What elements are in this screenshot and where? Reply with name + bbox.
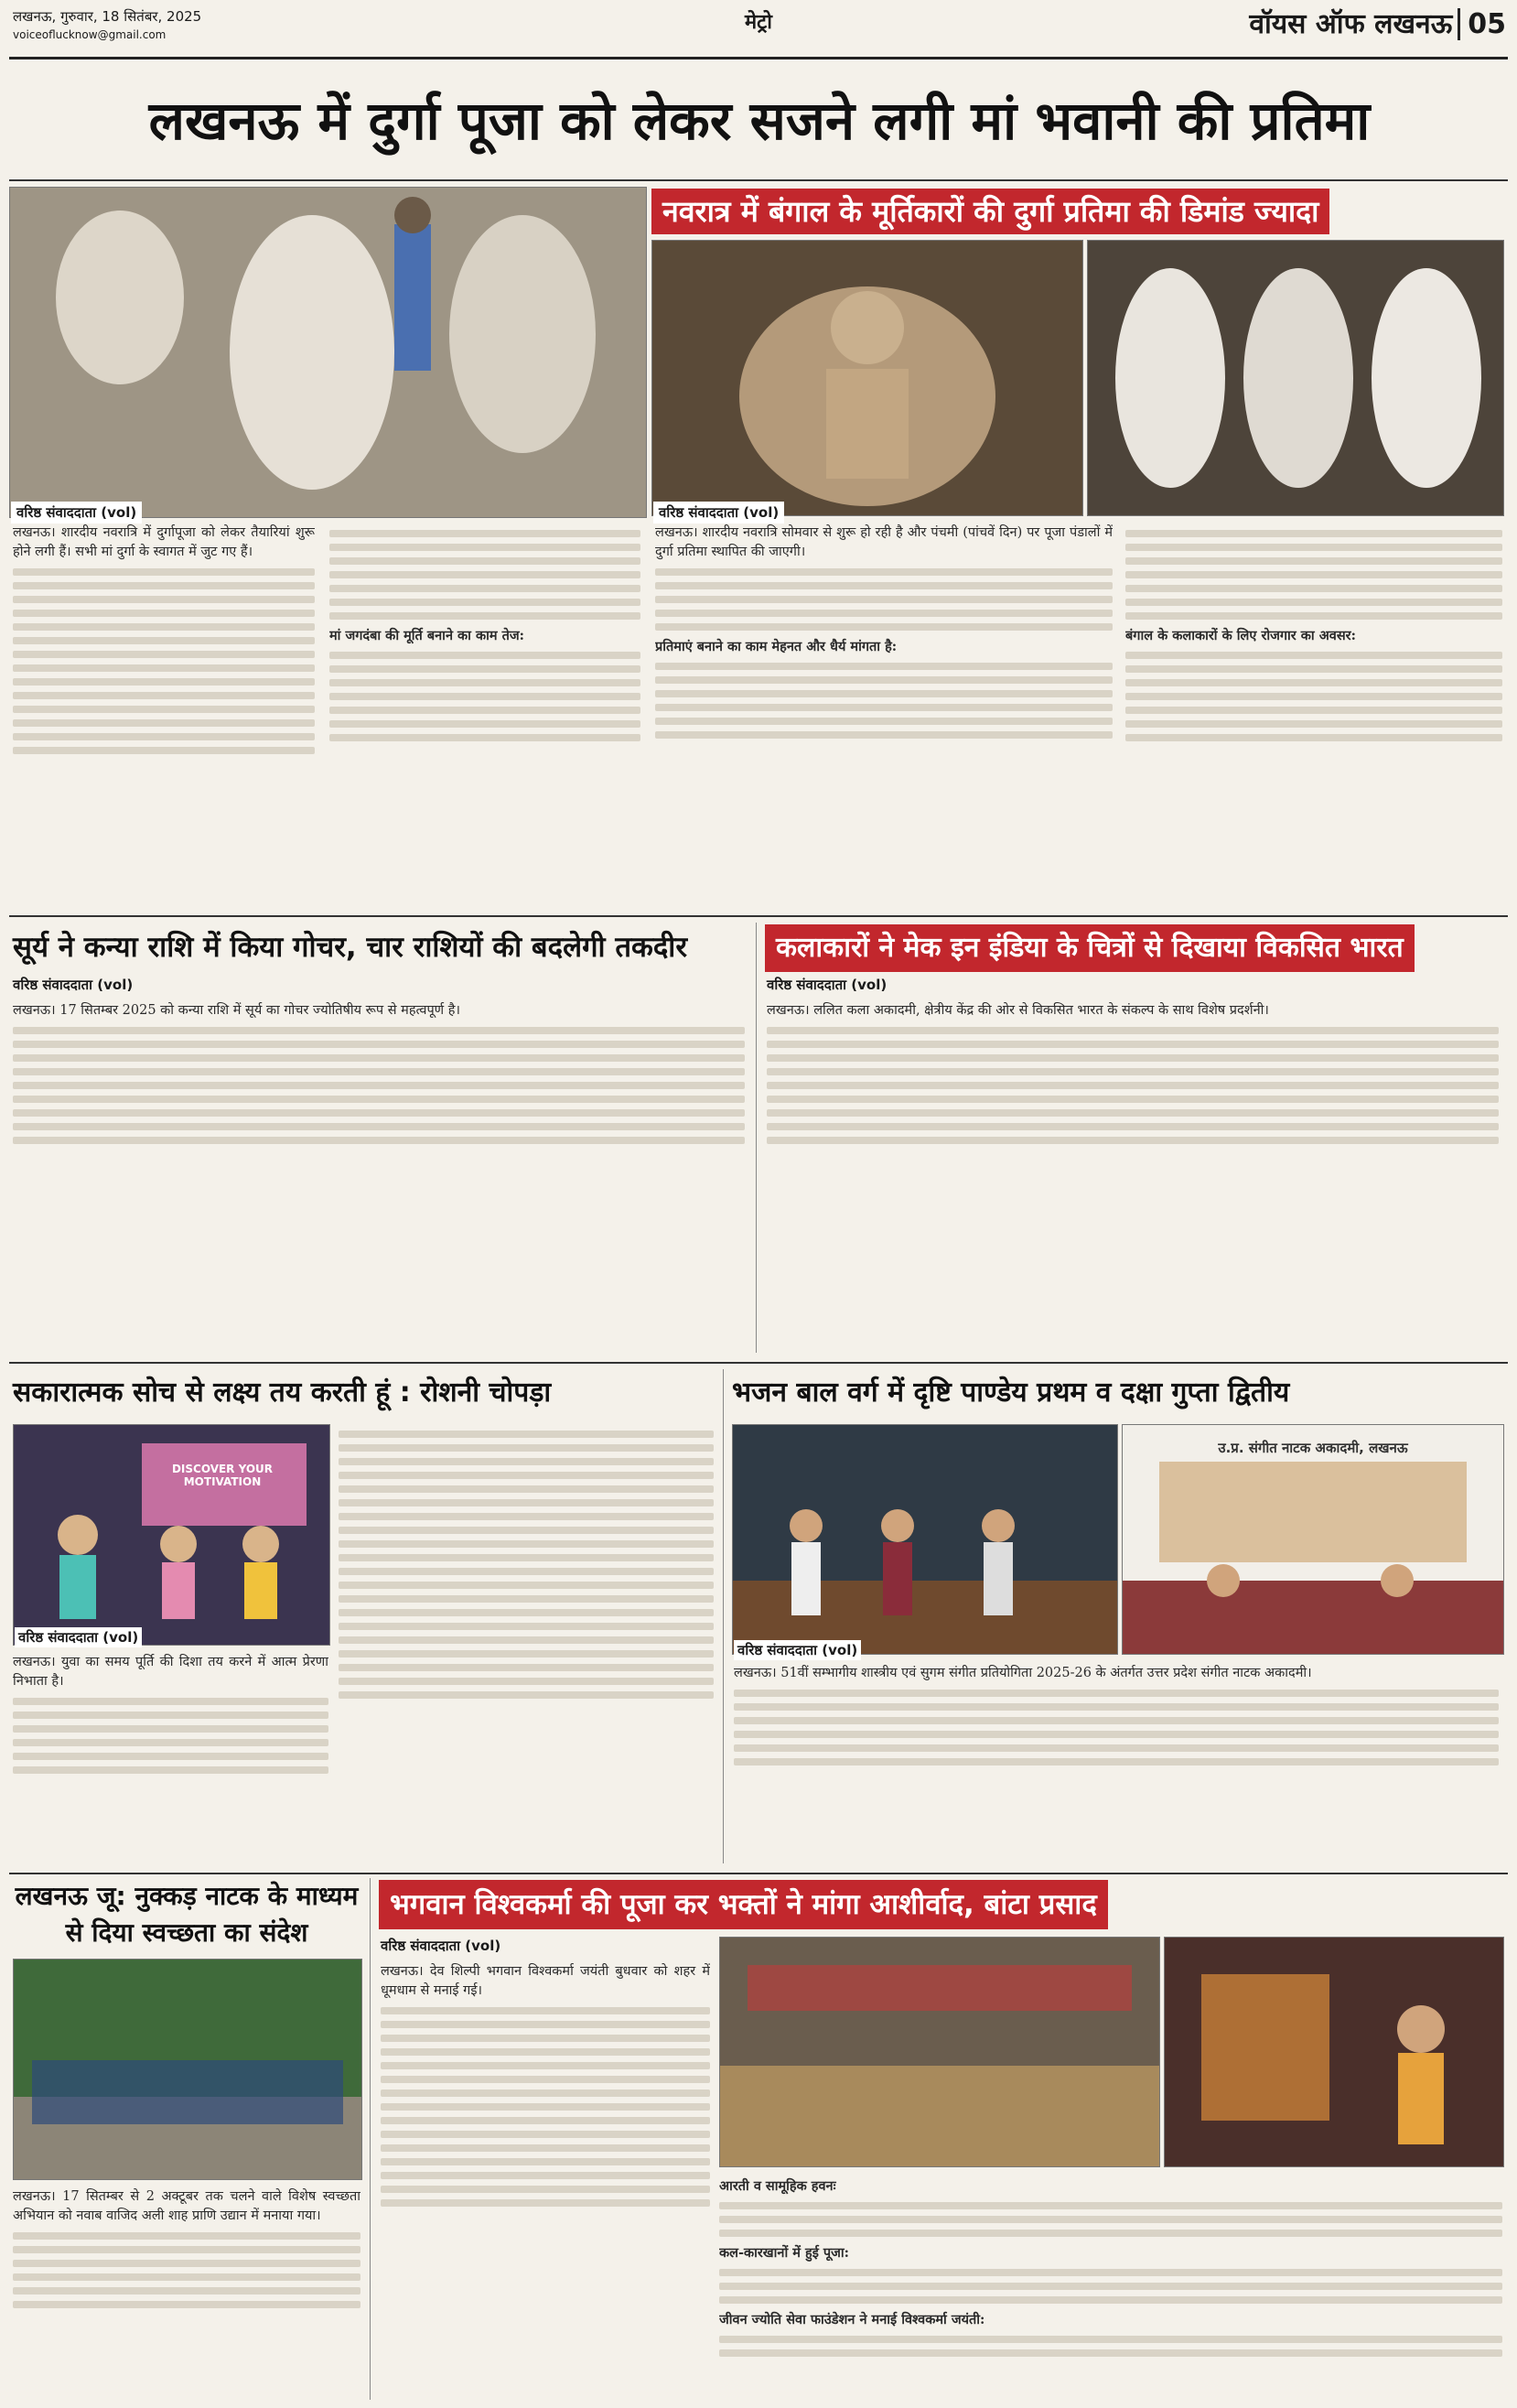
lamp-lighting-photo xyxy=(732,1424,1118,1655)
paper-name: वॉयस ऑफ लखनऊ xyxy=(1249,8,1453,40)
column-divider xyxy=(756,923,757,1353)
masthead-rule xyxy=(9,57,1508,59)
photo-byline-mid: वरिष्ठ संवाददाता (vol) xyxy=(653,502,784,524)
section-rule-1 xyxy=(9,915,1508,917)
idol-making-photo xyxy=(9,187,647,518)
zoo-rally-photo xyxy=(13,1959,362,2180)
roshni-text: लखनऊ। युवा का समय पूर्ति की दिशा तय करने में आत्म प्रेरणा निभाता है। xyxy=(13,1655,328,1689)
headline-rule xyxy=(9,179,1508,181)
column-divider-2 xyxy=(723,1369,724,1863)
sub-headline: नवरात्र में बंगाल के मूर्तिकारों की दुर्गा प्रतिमा की डिमांड ज्यादा xyxy=(651,189,1329,234)
vishwakarma-byline: वरिष्ठ संवाददाता (vol) xyxy=(381,1938,501,1954)
stage-banner: DISCOVER YOUR MOTIVATION xyxy=(171,1463,274,1488)
puja-gathering-photo xyxy=(719,1937,1160,2167)
photo-byline: वरिष्ठ संवाददाता (vol) xyxy=(11,502,142,524)
bhajan-text: लखनऊ। 51वीं सम्भागीय शास्त्रीय एवं सुगम संगीत प्रतियोगिता 2025-26 के अंतर्गत उत्तर प्रदेश संगीत नाटक अकादमी। xyxy=(734,1666,1312,1680)
contact-email: voiceoflucknow@gmail.com xyxy=(13,28,167,41)
durga-idol-photo xyxy=(651,240,1083,516)
main-headline: लखनऊ में दुर्गा पूजा को लेकर सजने लगी मां भवानी की प्रतिमा xyxy=(148,90,1371,152)
aarti-photo xyxy=(1164,1937,1504,2167)
zoo-body xyxy=(13,2187,360,2398)
sun-transit-body xyxy=(13,1001,745,1355)
sun-transit-headline: सूर्य ने कन्या राशि में किया गोचर, चार राशियों की बदलेगी तकदीर xyxy=(13,931,688,964)
bhajan-body xyxy=(734,1664,1499,1863)
vishwakarma-headline: भगवान विश्वकर्मा की पूजा कर भक्तों ने मांगा आशीर्वाद, बांटा प्रसाद xyxy=(379,1880,1108,1929)
side-heading-1: मां जगदंबा की मूर्ति बनाने का काम तेज: xyxy=(329,628,524,643)
music-stage-photo xyxy=(1122,1424,1504,1655)
zoo-headline: लखनऊ जू: नुक्कड़ नाटक के माध्यम से दिया स्वच्छता का संदेश xyxy=(15,1881,359,1948)
side-heading-3: बंगाल के कलाकारों के लिए रोजगार का अवसर: xyxy=(1125,628,1356,643)
panel-discussion-photo xyxy=(13,1424,330,1646)
make-in-india-body xyxy=(767,1001,1499,1355)
paper-nameplate xyxy=(1249,4,1506,41)
page-number: 05 xyxy=(1458,8,1506,40)
section-rule-3 xyxy=(9,1873,1508,1874)
zoo-text: लखनऊ। 17 सितम्बर से 2 अक्टूबर तक चलने वाले विशेष स्वच्छता अभियान को नवाब वाजिद अली शाह प्राणि उद्यान में मनाया गया। xyxy=(13,2189,360,2223)
vishwakarma-text: लखनऊ। देव शिल्पी भगवान विश्वकर्मा जयंती बुधवार को शहर में धूमधाम से मनाई गई। xyxy=(381,1964,710,1998)
section-label: मेट्रो xyxy=(745,11,772,34)
column-divider-3 xyxy=(370,1878,371,2400)
main-story-col4 xyxy=(1125,524,1502,908)
bhajan-headline: भजन बाल वर्ग में दृष्टि पाण्डेय प्रथम व दक्षा गुप्ता द्वितीय xyxy=(732,1377,1290,1409)
roshni-headline: सकारात्मक सोच से लक्ष्य तय करती हूं : रोशनी चोपड़ा xyxy=(13,1377,552,1409)
make-in-india-headline: कलाकारों ने मेक इन इंडिया के चित्रों से दिखाया विकसित भारत xyxy=(765,924,1415,972)
vishwakarma-body xyxy=(381,1962,710,2398)
roshni-byline: वरिष्ठ संवाददाता (vol) xyxy=(15,1627,142,1647)
idol-workshop-photo xyxy=(1087,240,1504,516)
sun-transit-text: लखनऊ। 17 सितम्बर 2025 को कन्या राशि में सूर्य का गोचर ज्योतिषीय रूप से महत्वपूर्ण है। xyxy=(13,1003,460,1018)
subhead-aarti: आरती व सामूहिक हवनः xyxy=(719,2178,836,2194)
main-story-col2 xyxy=(329,524,640,908)
bhajan-byline: वरिष्ठ संवाददाता (vol) xyxy=(734,1640,861,1660)
subhead-factory: कल-कारखानों में हुई पूजा: xyxy=(719,2245,849,2261)
backdrop-text: उ.प्र. संगीत नाटक अकादमी, लखनऊ xyxy=(1218,1440,1408,1456)
vishwakarma-more xyxy=(719,2176,1502,2398)
make-in-india-text: लखनऊ। ललित कला अकादमी, क्षेत्रीय केंद्र की ओर से विकसित भारत के संकल्प के साथ विशेष प्रदर्शनी। xyxy=(767,1003,1269,1018)
mid-paragraph: लखनऊ। शारदीय नवरात्रि सोमवार से शुरू हो रही है और पंचमी (पांचवें दिन) पर पूजा पंडालों में दुर्गा प्रतिमा स्थापित की जाएगी। xyxy=(655,525,1113,559)
side-heading-2: प्रतिमाएं बनाने का काम मेहनत और धैर्य मांगता है: xyxy=(655,639,898,654)
roshni-body xyxy=(339,1424,714,1863)
subhead-foundation: जीवन ज्योति सेवा फाउंडेशन ने मनाई विश्वकर्मा जयंती: xyxy=(719,2312,985,2327)
section-rule-2 xyxy=(9,1362,1508,1364)
lead-paragraph: लखनऊ। शारदीय नवरात्रि में दुर्गापूजा को लेकर तैयारियां शुरू होने लगी हैं। सभी मां दुर्गा के स्वागत में जुट गए हैं। xyxy=(13,525,315,559)
main-story-lead xyxy=(13,524,315,908)
roshni-lead xyxy=(13,1653,328,1863)
sun-transit-byline: वरिष्ठ संवाददाता (vol) xyxy=(13,977,134,993)
make-in-india-byline: वरिष्ठ संवाददाता (vol) xyxy=(767,977,888,993)
main-story-col3 xyxy=(655,524,1113,908)
date-line: लखनऊ, गुरुवार, 18 सितंबर, 2025 xyxy=(13,8,202,25)
